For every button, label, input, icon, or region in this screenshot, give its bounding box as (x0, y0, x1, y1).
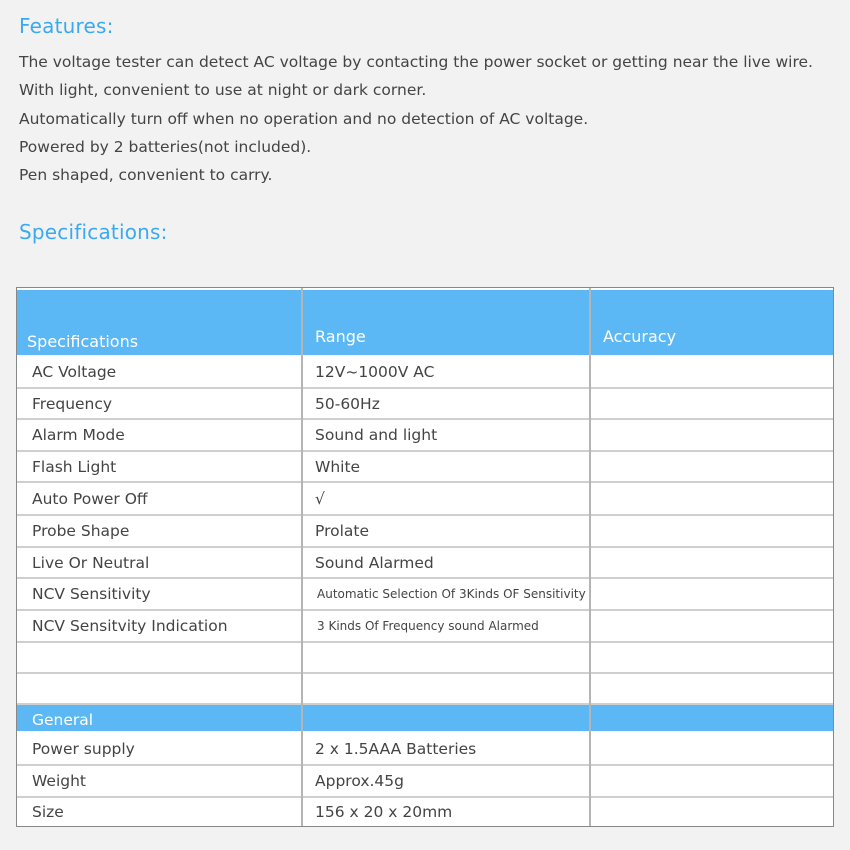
spec-name: NCV Sensitivity (32, 585, 151, 603)
header-accuracy: Accuracy (603, 327, 677, 346)
spec-range: 2 x 1.5AAA Batteries (315, 740, 477, 758)
section-label-general: General (32, 711, 94, 729)
spec-range: Sound Alarmed (315, 553, 434, 572)
specifications-table (16, 287, 834, 827)
table-row (17, 389, 833, 418)
spec-range: 12V~1000V AC (315, 363, 435, 381)
spec-name: Power supply (32, 740, 135, 758)
spec-range: 50-60Hz (315, 394, 380, 413)
spec-range: Automatic Selection Of 3Kinds OF Sensitivity (317, 587, 586, 601)
table-row (17, 611, 833, 641)
spec-name: Frequency (32, 394, 113, 413)
spec-name: Size (32, 803, 64, 821)
table-row (17, 734, 833, 764)
spec-name: Auto Power Off (32, 489, 148, 508)
feature-item: Powered by 2 batteries(not included). (19, 137, 312, 156)
table-row (17, 483, 833, 514)
specifications-heading: Specifications: (19, 220, 168, 244)
table-header-row (17, 290, 833, 355)
table-row (17, 452, 833, 481)
header-range: Range (315, 327, 366, 346)
spec-name: Live Or Neutral (32, 553, 150, 572)
feature-item: Automatically turn off when no operation and no detection of AC voltage. (19, 109, 589, 128)
spec-range: 156 x 20 x 20mm (315, 803, 453, 821)
table-row (17, 420, 833, 450)
spec-range: Sound and light (315, 426, 438, 444)
spec-name: Probe Shape (32, 522, 130, 540)
header-specifications: Specifications (27, 332, 139, 351)
table-row (17, 516, 833, 546)
spec-range: Prolate (315, 522, 370, 540)
spec-name: Alarm Mode (32, 426, 125, 444)
spec-range: √ (315, 489, 325, 508)
feature-item: The voltage tester can detect AC voltage by contacting the power socket or getting near the live wire. (19, 53, 813, 71)
table-row (17, 579, 833, 609)
section-row-general (17, 705, 833, 731)
feature-item: With light, convenient to use at night or dark corner. (19, 81, 427, 100)
spec-range: 3 Kinds Of Frequency sound Alarmed (317, 619, 539, 633)
spec-range: Approx.45g (315, 772, 404, 790)
features-list (19, 48, 813, 189)
table-row (17, 643, 833, 672)
features-heading: Features: (19, 14, 114, 38)
table-row (17, 674, 833, 703)
spec-name: NCV Sensitvity Indication (32, 617, 228, 635)
table-row (17, 357, 833, 387)
table-row (17, 766, 833, 796)
column-divider (301, 288, 303, 826)
spec-name: Flash Light (32, 457, 117, 476)
table-row (17, 548, 833, 577)
spec-range: White (315, 457, 361, 476)
table-row (17, 798, 833, 826)
spec-name: Weight (32, 772, 87, 790)
spec-name: AC Voltage (32, 363, 117, 381)
feature-item: Pen shaped, convenient to carry. (19, 166, 273, 185)
column-divider (589, 288, 591, 826)
